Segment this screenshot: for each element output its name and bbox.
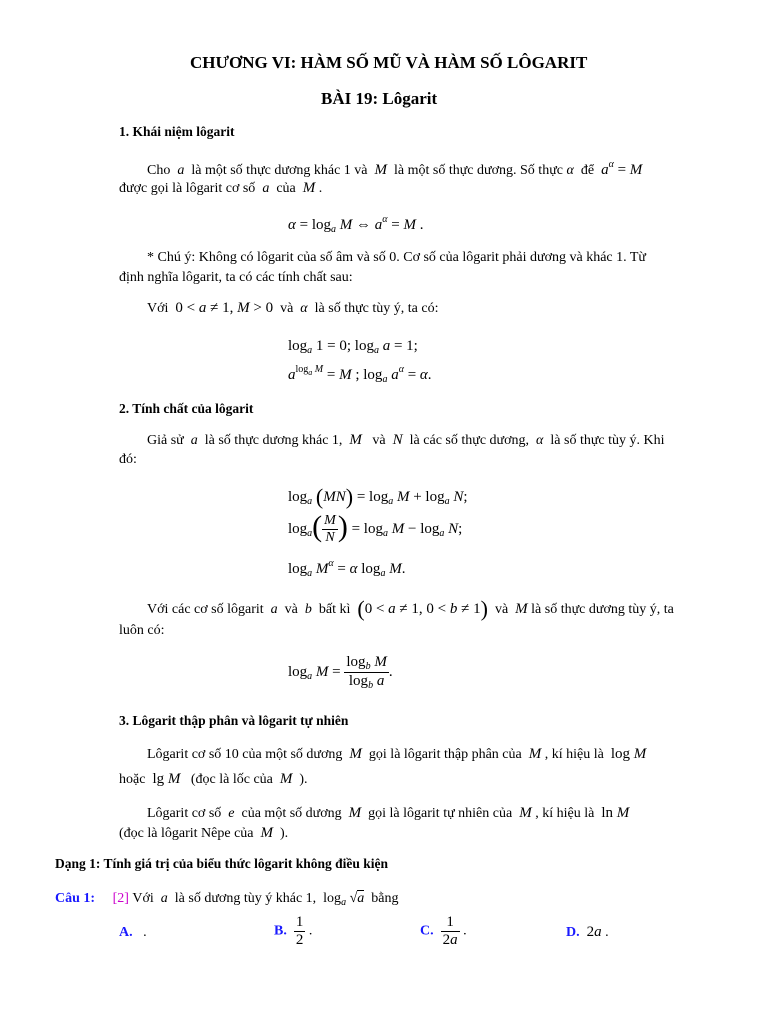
s1-paragraph-2: được gọi là lôgarit cơ số a của M . [119,180,323,196]
s3-paragraph-1: Lôgarit cơ số 10 của một số dương M gọi là lôgarit thập phân của M , kí hiệu là log M [147,746,647,762]
s1-property-2: $a^{log_a M} = M$ ; $\log_a a^\alpha = \alpha$. [288,364,432,385]
section-3-heading: 3. Lôgarit thập phân và lôgarit tự nhiên [119,713,349,728]
s1-condition-line: Với 0 < a ≠ 1, M > 0 và α là số thực tùy ý, ta có: [147,300,439,316]
s2-change-base-formula: $\log_a M$ = $\frac{\log_b M}{\log_b a}$ . [288,654,393,691]
s3-paragraph-3: Lôgarit cơ số e của một số dương M gọi là lôgarit tự nhiên của M , kí hiệu là ln M [147,805,630,821]
question-1: Câu 1: [2] Với a là số dương tùy ý khác 1, $\log_a √a$ bằng [55,891,399,908]
s3-paragraph-4: (đọc là lôgarit Nêpe của M ). [119,825,289,841]
section-2-heading: 2. Tính chất của lôgarit [119,401,254,416]
s2-change-base-line-2: luôn có: [119,623,165,638]
s3-paragraph-2: hoặc lg M (đọc là lốc của M ). [119,771,308,787]
s1-property-1: $\log_a 1 = 0$; $\log_a a = 1$; [288,338,418,356]
s1-note-line-1: * Chú ý: Không có lôgarit của số âm và số 0. Cơ số của lôgarit phải dương và khác 1. Từ [147,250,647,265]
s2-change-base-line: Với các cơ số lôgarit a và b bất kì (0 < a ≠ 1, 0 < b ≠ 1) và M là số thực dương tùy ý, ta [147,596,674,621]
s2-paragraph-2: đó: [119,452,137,467]
option-d[interactable]: D. 2a . [566,924,609,940]
s2-property-power: $\log_a M^\alpha = \alpha$ $\log_a M$. [288,558,406,579]
option-c[interactable]: C. $\frac{1}{2a}$ . [420,914,467,948]
lesson-title: BÀI 19: Lôgarit [321,89,438,108]
s1-note-line-2: định nghĩa lôgarit, ta có các tính chất sau: [119,270,353,285]
s2-paragraph-1: Giả sử a là số thực dương khác 1, M và N là các số thực dương, α là số thực tùy ý. Khi [147,432,665,448]
s2-property-product: $\log_a (MN) = \log_a M + \log_a N$; [288,484,468,509]
question-1-level: [2] [112,891,129,906]
s2-property-quotient: $\log_a$( $\frac{M}{N}$ ) = $\log_a M - \log_a N$; [288,510,463,546]
s1-definition-formula: $\alpha = \log_a M$ ⇔ $a^\alpha = M$ . [288,214,424,235]
option-b[interactable]: B. $\frac{1}{2}$ . [274,914,313,948]
chapter-title: CHƯƠNG VI: HÀM SỐ MŨ VÀ HÀM SỐ LÔGARIT [190,53,588,72]
s1-paragraph-1: Cho a là một số thực dương khác 1 và M là một số thực dương. Số thực α để $a^\alpha = M$ [147,159,643,178]
section-1-heading: 1. Khái niệm lôgarit [119,124,235,139]
question-1-label: Câu 1: [55,891,96,906]
dang-1-heading: Dạng 1: Tính giá trị của biểu thức lôgarit không điều kiện [55,856,389,871]
option-a[interactable]: A. . [119,925,147,940]
